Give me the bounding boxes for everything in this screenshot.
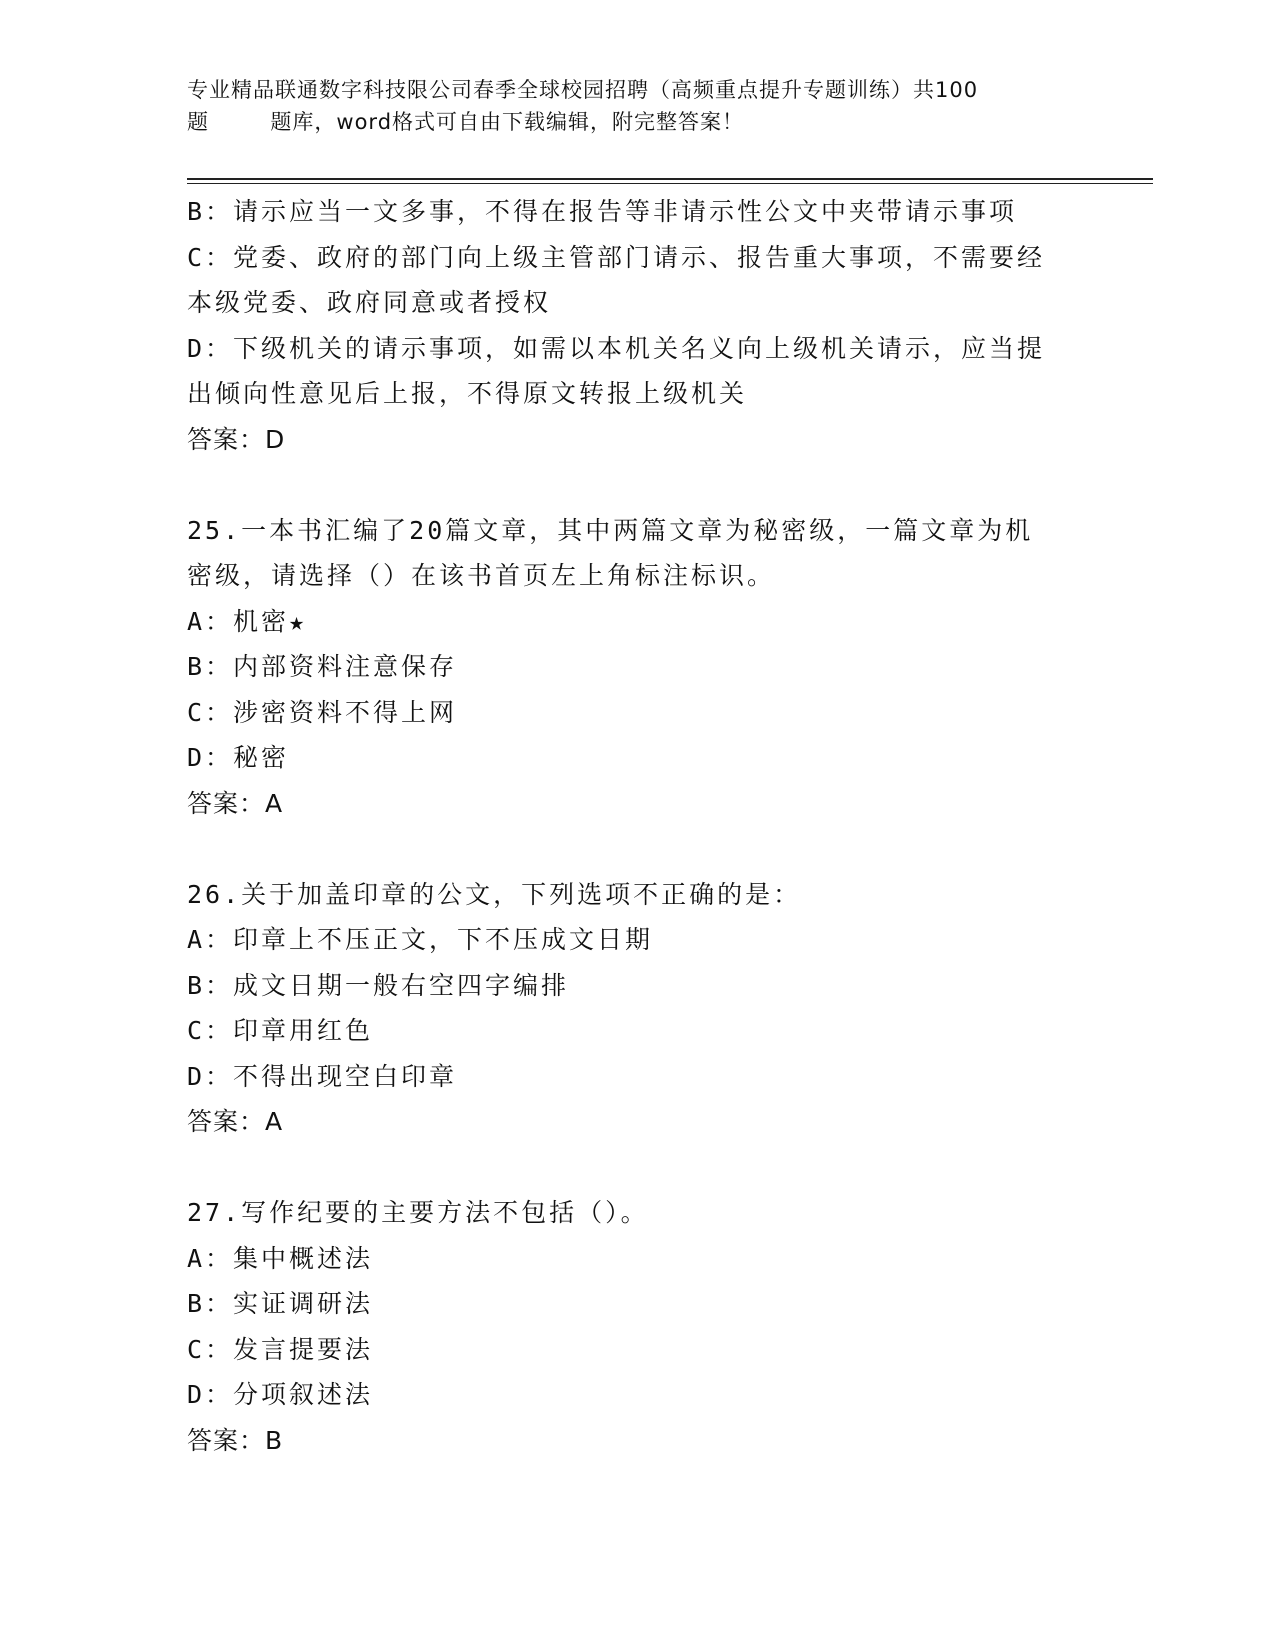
answer-line: 答案：D — [187, 424, 286, 454]
question-text: 27.写作纪要的主要方法不包括（）。 — [187, 1198, 649, 1227]
question-25 — [187, 508, 1087, 827]
answer-line: 答案：A — [187, 1107, 284, 1136]
header-rule-thin — [187, 183, 1153, 184]
option-line: A：机密★ — [187, 606, 308, 636]
option-line: B：成文日期一般右空四字编排 — [187, 970, 570, 1000]
answer-line: 答案：A — [187, 788, 284, 818]
option-line: D：秘密 — [187, 743, 290, 772]
option-line: C：涉密资料不得上网 — [187, 697, 458, 727]
question-26 — [187, 872, 1087, 1145]
page-header — [187, 74, 1087, 138]
answer-line: 答案：B — [187, 1425, 284, 1455]
option-line: D：不得出现空白印章 — [187, 1061, 458, 1091]
question-text: 26.关于加盖印章的公文，下列选项不正确的是： — [187, 879, 802, 909]
option-line: C：发言提要法 — [187, 1334, 374, 1364]
header-line-2: 题 题库，word格式可自由下载编辑，附完整答案！ — [187, 110, 745, 134]
option-line: 出倾向性意见后上报，不得原文转报上级机关 — [187, 379, 748, 408]
option-line: C：印章用红色 — [187, 1016, 374, 1045]
question-text: 25.一本书汇编了20篇文章，其中两篇文章为秘密级，一篇文章为机 — [187, 515, 1034, 545]
header-rule-thick — [187, 178, 1153, 180]
question-27 — [187, 1190, 1087, 1463]
option-line: A：印章上不压正文，下不压成文日期 — [187, 925, 654, 954]
option-line: D：分项叙述法 — [187, 1380, 374, 1409]
option-line: B：实证调研法 — [187, 1289, 374, 1318]
option-line: 本级党委、政府同意或者授权 — [187, 288, 552, 317]
option-line: B：内部资料注意保存 — [187, 652, 458, 681]
option-line: D：下级机关的请示事项，如需以本机关名义向上级机关请示，应当提 — [187, 333, 1046, 363]
header-line-1: 专业精品联通数字科技限公司春季全球校园招聘（高频重点提升专题训练）共100 — [187, 78, 979, 102]
document-body — [187, 189, 1087, 1463]
option-line: A：集中概述法 — [187, 1243, 374, 1273]
option-line: C：党委、政府的部门向上级主管部门请示、报告重大事项，不需要经 — [187, 242, 1046, 272]
carryover-question — [187, 189, 1087, 462]
option-line: B：请示应当一文多事，不得在报告等非请示性公文中夹带请示事项 — [187, 197, 1018, 226]
question-text: 密级，请选择（）在该书首页左上角标注标识。 — [187, 561, 776, 590]
